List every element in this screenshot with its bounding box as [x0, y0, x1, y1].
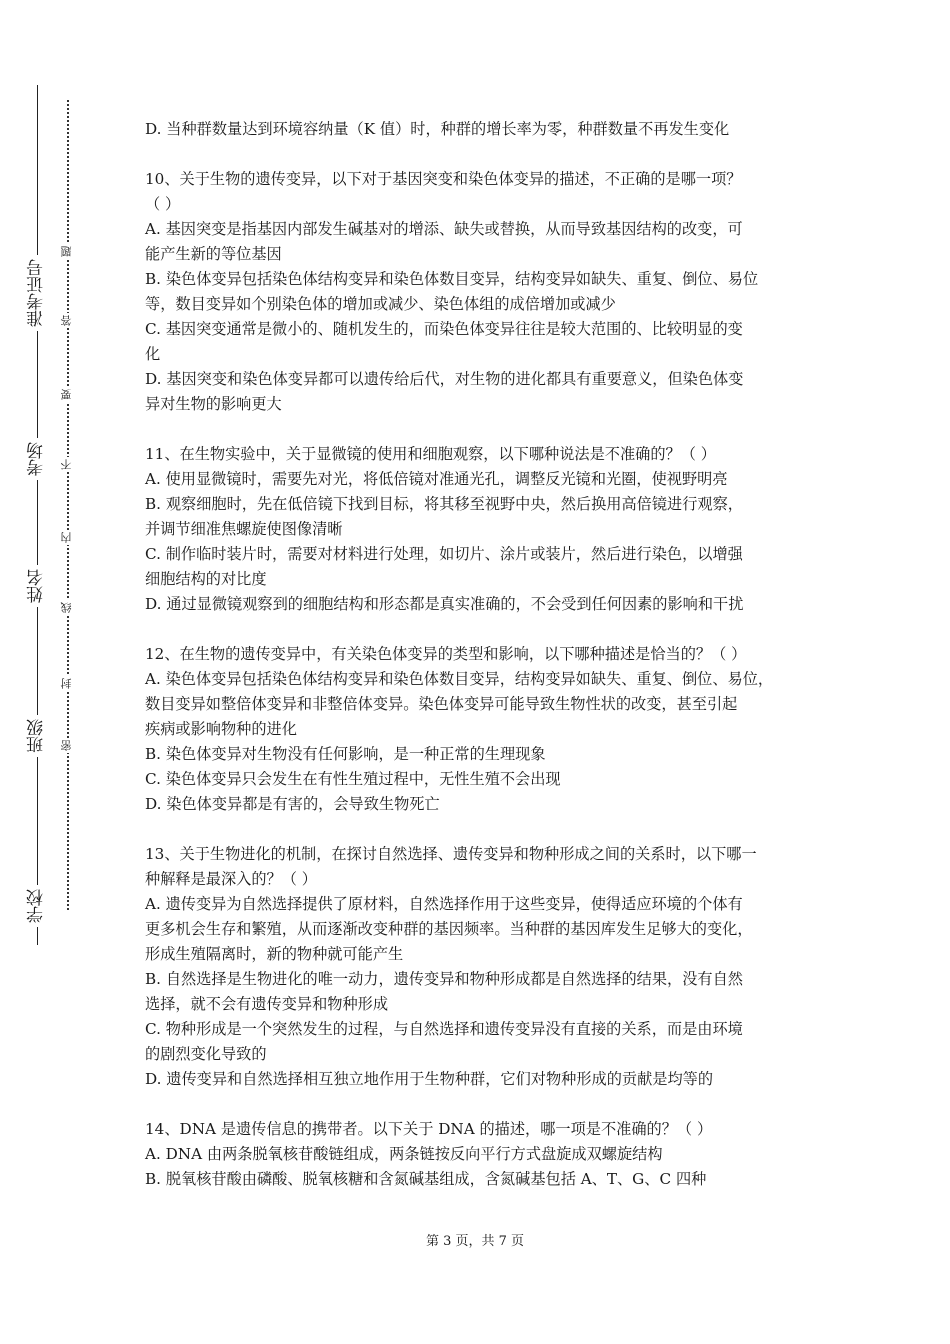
label-name: 姓名: [22, 565, 52, 607]
question-stem: 14、DNA 是遗传信息的携带者。以下关于 DNA 的描述，哪一项是不准确的？（ ）: [145, 1120, 713, 1138]
option-line: C. 染色体变异只会发生在有性生殖过程中，无性生殖不会出现: [145, 770, 561, 788]
option-line: 并调节细准焦螺旋使图像清晰: [145, 520, 343, 538]
question-stem: 10、关于生物的遗传变异，以下对于基因突变和染色体变异的描述，不正确的是哪一项？: [145, 170, 742, 188]
option-line: A. 染色体变异包括染色体结构变异和染色体数目变异，结构变异如缺失、重复、倒位、易位，: [145, 670, 774, 688]
option-line: A. DNA 由两条脱氧核苷酸链组成，两条链按反向平行方式盘旋成双螺旋结构: [145, 1145, 663, 1163]
option-line: B. 染色体变异对生物没有任何影响，是一种正常的生理现象: [145, 745, 546, 763]
binding-margin: [0, 0, 110, 1344]
question-stem: 种解释是最深入的？（ ）: [145, 870, 317, 888]
option-line: 能产生新的等位基因: [145, 245, 282, 263]
option-line: 数目变异如整倍体变异和非整倍体变异。染色体变异可能导致生物性状的改变，甚至引起: [145, 695, 738, 713]
exam-content: [145, 117, 820, 1192]
option-line: D. 染色体变异都是有害的，会导致生物死亡: [145, 795, 440, 813]
option-line: D. 基因突变和染色体变异都可以遗传给后代，对生物的进化都具有重要意义，但染色体变: [145, 370, 744, 388]
option-line: 疾病或影响物种的进化: [145, 720, 297, 738]
option-line: A. 使用显微镜时，需要先对光，将低倍镜对准通光孔，调整反光镜和光圈，使视野明亮: [145, 470, 728, 488]
question-stem: 11、在生物实验中，关于显微镜的使用和细胞观察，以下哪种说法是不准确的？（ ）: [145, 445, 716, 463]
label-school: 学校: [22, 885, 52, 927]
option-line: D. 遗传变异和自然选择相互独立地作用于生物种群，它们对物种形成的贡献是均等的: [145, 1070, 714, 1088]
question-11: [145, 442, 820, 617]
binding-solid-line: [37, 85, 38, 945]
label-class: 班级: [22, 715, 52, 757]
seal-char: 要: [60, 387, 76, 402]
option-line: 异对生物的影响更大: [145, 395, 282, 413]
option-line: B. 染色体变异包括染色体结构变异和染色体数目变异，结构变异如缺失、重复、倒位、易位: [145, 270, 759, 288]
seal-char: 封: [60, 676, 76, 691]
option-line: D. 当种群数量达到环境容纳量（K 值）时，种群的增长率为零，种群数量不再发生变化: [145, 120, 730, 138]
question-14: [145, 1117, 820, 1192]
option-line: B. 自然选择是生物进化的唯一动力，遗传变异和物种形成都是自然选择的结果，没有自然: [145, 970, 743, 988]
question-stem: 12、在生物的遗传变异中，有关染色体变异的类型和影响，以下哪种描述是恰当的？（ ）: [145, 645, 747, 663]
question-10: [145, 167, 820, 417]
label-exam-room: 考场: [22, 438, 52, 480]
option-line: D. 通过显微镜观察到的细胞结构和形态都是真实准确的，不会受到任何因素的影响和干扰: [145, 595, 744, 613]
option-line: A. 遗传变异为自然选择提供了原材料，自然选择作用于这些变异，使得适应环境的个体有: [145, 895, 743, 913]
option-line: B. 脱氧核苷酸由磷酸、脱氧核糖和含氮碱基组成，含氮碱基包括 A、T、G、C 四种: [145, 1170, 707, 1188]
question-9-tail: [145, 117, 820, 142]
label-exam-id: 准考证号: [22, 255, 52, 331]
option-line: C. 制作临时装片时，需要对材料进行处理，如切片、涂片或装片，然后进行染色，以增强: [145, 545, 743, 563]
option-line: 形成生殖隔离时，新的物种就可能产生: [145, 945, 404, 963]
seal-char: 密: [60, 738, 76, 753]
option-line: 等，数目变异如个别染色体的增加或减少、染色体组的成倍增加或减少: [145, 295, 616, 313]
question-12: [145, 642, 820, 817]
seal-char: 不: [60, 457, 76, 472]
page-footer: 第 3 页，共 7 页: [425, 1234, 525, 1249]
question-stem: （ ）: [145, 195, 181, 213]
option-line: 细胞结构的对比度: [145, 570, 267, 588]
seal-char: 题: [60, 244, 76, 259]
option-line: C. 物种形成是一个突然发生的过程，与自然选择和遗传变异没有直接的关系，而是由环境: [145, 1020, 743, 1038]
option-line: C. 基因突变通常是微小的、随机发生的，而染色体变异往往是较大范围的、比较明显的变: [145, 320, 743, 338]
seal-char: 内: [60, 530, 76, 545]
seal-char: 线: [60, 600, 76, 615]
option-line: 的剧烈变化导致的: [145, 1045, 267, 1063]
option-line: B. 观察细胞时，先在低倍镜下找到目标，将其移至视野中央，然后换用高倍镜进行观察，: [145, 495, 743, 513]
option-line: A. 基因突变是指基因内部发生碱基对的增添、缺失或替换，从而导致基因结构的改变，可: [145, 220, 743, 238]
seal-char: 答: [60, 313, 76, 328]
question-13: [145, 842, 820, 1092]
question-stem: 13、关于生物进化的机制，在探讨自然选择、遗传变异和物种形成之间的关系时，以下哪一: [145, 845, 757, 863]
option-line: 化: [145, 345, 161, 363]
option-line: 更多机会生存和繁殖，从而逐渐改变种群的基因频率。当种群的基因库发生足够大的变化，: [145, 920, 753, 938]
option-line: 选择，就不会有遗传变异和物种形成: [145, 995, 388, 1013]
seal-dotted-line: [67, 100, 69, 910]
